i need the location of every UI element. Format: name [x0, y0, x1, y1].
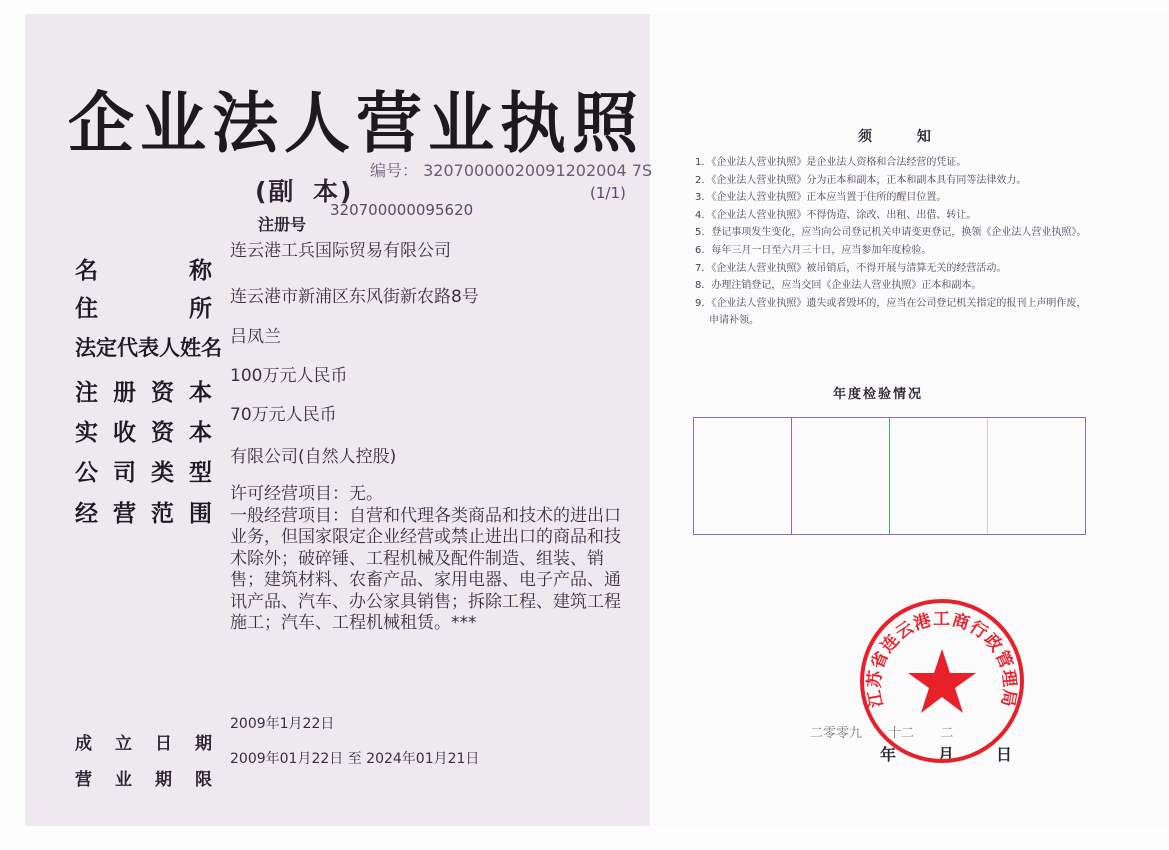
field-label-paid-capital: 实收资本	[75, 420, 212, 446]
notice-item: 5．登记事项发生变化，应当向公司登记机关申请变更登记，换领《企业法人营业执照》。	[695, 227, 1087, 239]
business-term-value: 2009年01月22日 至 2024年01月21日	[230, 751, 480, 767]
copy-label-2: 本)	[313, 177, 354, 206]
founding-date-label: 成立日期	[75, 734, 212, 754]
inspection-cell	[792, 418, 890, 534]
svg-text:江苏省连云港工商行政管理局: 江苏省连云港工商行政管理局	[864, 609, 1020, 709]
field-label-legal-rep: 法定代表人姓名	[75, 336, 222, 360]
field-label-company-type: 公司类型	[75, 460, 212, 486]
notice-item: 6．每年三月一日至六月三十日，应当参加年度检验。	[695, 244, 932, 256]
field-label-business-scope: 经营范围	[75, 501, 212, 527]
serial-number	[370, 158, 652, 181]
inspection-cell	[988, 418, 1085, 534]
scope-general: 一般经营项目：自营和代理各类商品和技术的进出口业务，但国家限定企业经营或禁止进出口的商品和技术除外；破碎锤、工程机械及配件制造、组装、销售；建筑材料、农畜产品、家用电器、电子产品、通讯产品、汽车、办公家具销售；拆除工程、建筑工程施工；汽车、工程机械租赁。***	[230, 505, 621, 633]
notice-title: 须 知	[858, 129, 931, 145]
annual-inspection-title: 年度检验情况	[833, 387, 924, 402]
founding-date-value: 2009年1月22日	[230, 716, 335, 732]
copy-label-1: (副	[255, 177, 296, 206]
notice-item: 1．《企业法人营业执照》是企业法人资格和合法经营的凭证。	[695, 157, 967, 168]
field-value-registered-capital: 100万元人民币	[230, 366, 348, 386]
registration-number: 320700000095620	[330, 201, 474, 219]
field-value-paid-capital: 70万元人民币	[230, 405, 337, 425]
annual-inspection-table	[693, 417, 1086, 535]
notice-item: 9．《企业法人营业执照》遗失或者毁坏的，应当在公司登记机关指定的报刊上声明作废，申请补领。	[695, 297, 1087, 327]
month-label: 月	[938, 745, 955, 764]
business-term-label: 营业期限	[75, 770, 212, 790]
field-value-name: 连云港工兵国际贸易有限公司	[230, 241, 451, 261]
license-title: 企业法人营业执照	[68, 85, 644, 162]
field-label-address: 住所	[75, 296, 212, 322]
issue-month: 十二	[888, 726, 915, 741]
day-label: 日	[996, 745, 1013, 764]
notice-list	[695, 154, 1095, 330]
inspection-cell	[694, 418, 792, 534]
official-seal-icon	[858, 597, 1026, 765]
business-scope	[230, 484, 625, 635]
notice-item: 3．《企业法人营业执照》正本应当置于住所的醒目位置。	[695, 192, 947, 204]
issue-day: 二	[940, 726, 954, 741]
field-label-registered-capital: 注册资本	[75, 380, 212, 406]
field-value-legal-rep: 吕凤兰	[230, 327, 281, 347]
registration-label: 注册号	[258, 215, 307, 234]
field-label-name: 名称	[75, 258, 212, 284]
field-value-company-type: 有限公司(自然人控股)	[230, 447, 397, 467]
page-indicator: (1/1)	[590, 184, 626, 202]
notice-item: 8．办理注销登记，应当交回《企业法人营业执照》正本和副本。	[695, 280, 982, 292]
inspection-cell	[890, 418, 988, 534]
year-label: 年	[880, 745, 897, 764]
notice-item: 2．《企业法人营业执照》分为正本和副本，正本和副本具有同等法律效力。	[695, 174, 1027, 186]
notice-item: 4．《企业法人营业执照》不得伪造、涂改、出租、出借、转让。	[695, 209, 977, 221]
serial-label: 编号：	[370, 161, 419, 180]
field-value-address: 连云港市新浦区东风街新农路8号	[230, 287, 479, 307]
notice-item: 7．《企业法人营业执照》被吊销后，不得开展与清算无关的经营活动。	[695, 262, 1007, 274]
scope-licensed: 许可经营项目：无。	[230, 484, 383, 504]
issue-year: 二零零九	[810, 726, 863, 741]
serial-value: 32070000020091202004 7S	[423, 161, 653, 180]
seal-star-icon	[908, 649, 976, 713]
